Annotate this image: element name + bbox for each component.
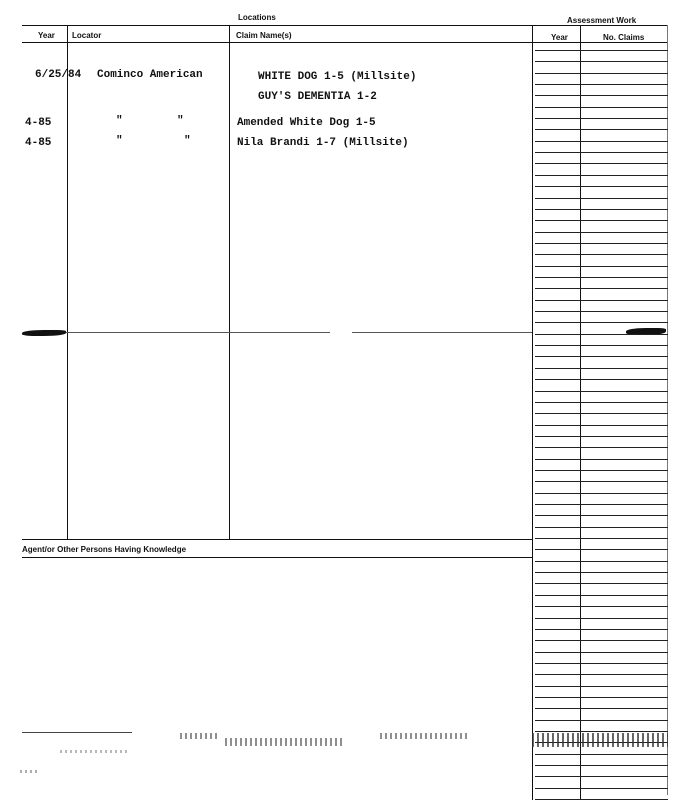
assessment-row-line — [535, 391, 668, 392]
assessment-row-line — [535, 345, 668, 346]
entry-3-locator-ditto-2: " — [177, 115, 184, 127]
assessment-row-line — [535, 254, 668, 255]
assessment-row-line — [535, 720, 668, 721]
assessment-row-line — [535, 572, 668, 573]
entry-4-locator-ditto-1: " — [116, 135, 123, 147]
scan-noise-6 — [20, 770, 40, 773]
assessment-row-line — [535, 799, 668, 800]
assessment-row-line — [535, 447, 668, 448]
entry-1-year: 6/25/84 — [35, 69, 82, 81]
assessment-row-line — [535, 334, 668, 335]
assessment-row-line — [535, 368, 668, 369]
assessment-row-line — [535, 118, 668, 119]
entry-4-locator-ditto-2: " — [184, 135, 191, 147]
scan-noise-3 — [380, 733, 470, 739]
assessment-row-line — [535, 266, 668, 267]
agent-label: Agent/or Other Persons Having Knowledge — [22, 545, 187, 554]
assessment-row-line — [535, 504, 668, 505]
assessment-row-line — [535, 731, 668, 732]
assessment-row-line — [535, 425, 668, 426]
scan-noise-5 — [60, 750, 130, 753]
assessment-row-line — [535, 379, 668, 380]
bottom-rule-left — [22, 732, 132, 733]
assessment-row-line — [535, 515, 668, 516]
entry-3-year: 4-85 — [25, 117, 52, 129]
scan-noise-1 — [180, 733, 220, 739]
entry-3-locator-ditto-1: " — [116, 115, 123, 127]
assessment-row-line — [535, 61, 668, 62]
assessment-row-line — [535, 561, 668, 562]
assessment-row-line — [535, 595, 668, 596]
assessment-row-line — [535, 95, 668, 96]
assessment-row-line — [535, 129, 668, 130]
assessment-row-line — [535, 232, 668, 233]
assessment-row-line — [535, 175, 668, 176]
assessment-row-line — [535, 141, 668, 142]
entry-2-claim: GUY'S DEMENTIA 1-2 — [258, 91, 377, 103]
assessment-row-line — [535, 527, 668, 528]
assessment-row-line — [535, 152, 668, 153]
assessment-row-line — [535, 186, 668, 187]
col-header-locator: Locator — [72, 31, 102, 40]
agent-label-underline — [22, 557, 532, 558]
entry-4-year: 4-85 — [25, 137, 52, 149]
assessment-row-line — [535, 288, 668, 289]
assessment-row-line — [535, 538, 668, 539]
assessment-row-line — [535, 708, 668, 709]
assessment-row-line — [535, 674, 668, 675]
upper-table-bottom — [22, 539, 532, 540]
entry-3-claim: Amended White Dog 1-5 — [237, 117, 376, 129]
divider-locator-claim — [229, 25, 230, 539]
assessment-row-line — [535, 163, 668, 164]
assessment-row-line — [535, 277, 668, 278]
assessment-row-line — [535, 583, 668, 584]
scan-noise-2 — [225, 738, 345, 746]
fold-mark-left — [22, 330, 66, 336]
assessment-ruled-rows — [535, 0, 668, 810]
scan-noise-4 — [532, 733, 668, 747]
assessment-row-line — [535, 606, 668, 607]
col-header-year: Year — [38, 31, 55, 40]
assessment-row-line — [535, 640, 668, 641]
assessment-row-line — [535, 765, 668, 766]
col-header-claim-names: Claim Name(s) — [236, 31, 292, 40]
assessment-row-line — [535, 322, 668, 323]
assessment-row-line — [535, 549, 668, 550]
divider-year-locator — [67, 25, 68, 539]
assessment-row-line — [535, 776, 668, 777]
assessment-row-line — [535, 311, 668, 312]
assessment-row-line — [535, 84, 668, 85]
assessment-row-line — [535, 652, 668, 653]
assessment-row-line — [535, 198, 668, 199]
fold-line-left — [30, 332, 330, 333]
assessment-row-line — [535, 413, 668, 414]
assessment-row-line — [535, 107, 668, 108]
entry-1-locator: Cominco American — [97, 69, 203, 81]
assessment-row-line — [535, 209, 668, 210]
assessment-row-line — [535, 402, 668, 403]
locations-title: Locations — [238, 13, 276, 22]
divider-main-assessment — [532, 25, 533, 800]
assessment-row-line — [535, 356, 668, 357]
assessment-row-line — [535, 493, 668, 494]
assessment-row-line — [535, 754, 668, 755]
assessment-row-line — [535, 481, 668, 482]
entry-1-claim: WHITE DOG 1-5 (Millsite) — [258, 71, 417, 83]
assessment-row-line — [535, 50, 668, 51]
col-header-no-claims: No. Claims — [603, 33, 645, 42]
assessment-row-line — [535, 459, 668, 460]
assessment-row-line — [535, 618, 668, 619]
assessment-work-title: Assessment Work — [567, 16, 637, 25]
assessment-row-line — [535, 470, 668, 471]
assessment-row-line — [535, 73, 668, 74]
assessment-row-line — [535, 686, 668, 687]
col-header-assess-year: Year — [551, 33, 568, 42]
assessment-row-line — [535, 300, 668, 301]
assessment-row-line — [535, 629, 668, 630]
fold-line-right — [352, 332, 532, 333]
assessment-row-line — [535, 220, 668, 221]
assessment-row-line — [535, 788, 668, 789]
assessment-row-line — [535, 436, 668, 437]
assessment-row-line — [535, 697, 668, 698]
assessment-row-line — [535, 663, 668, 664]
assessment-row-line — [535, 243, 668, 244]
entry-4-claim: Nila Brandi 1-7 (Millsite) — [237, 137, 409, 149]
